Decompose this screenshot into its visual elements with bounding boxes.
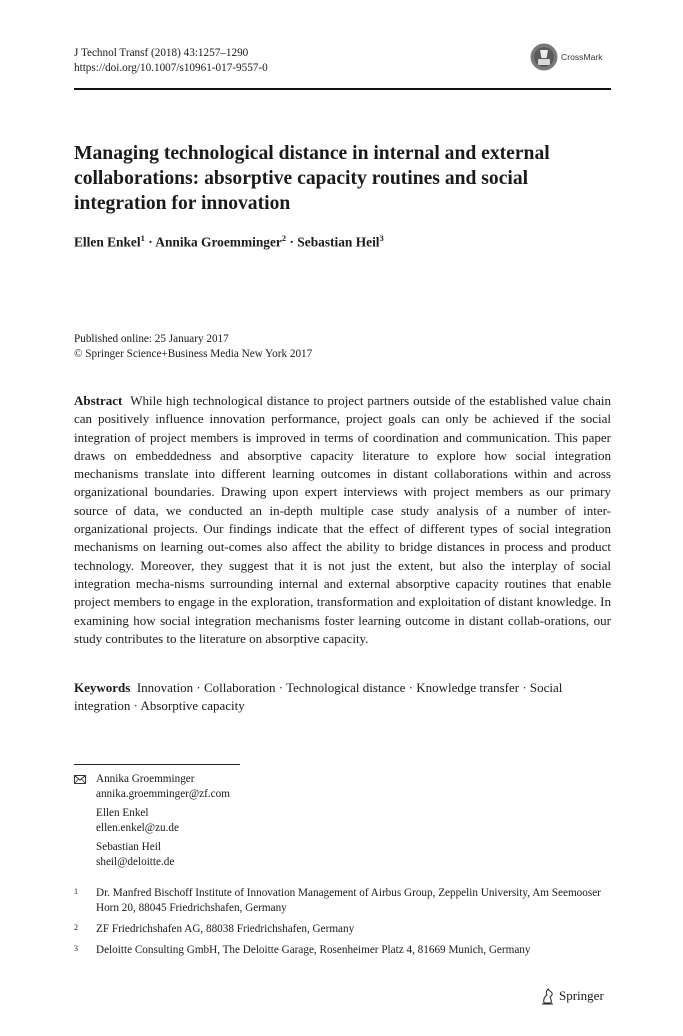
- journal-header: [74, 46, 268, 76]
- author-affil-ref: 2: [281, 233, 287, 243]
- author-separator: ·: [286, 234, 298, 250]
- affiliation-number: 3: [74, 944, 78, 953]
- contact-list: [74, 772, 230, 875]
- affiliation-item: [74, 943, 611, 958]
- crossmark-label: CrossMark: [561, 52, 603, 62]
- affiliation-text: ZF Friedrichshafen AG, 88038 Friedrichshafen, Germany: [96, 923, 355, 935]
- contact-email[interactable]: ellen.enkel@zu.de: [96, 821, 179, 834]
- abstract-text: While high technological distance to project partners outside of the established value chain can positively influence innovation performance, project goals can only be achieved if the social integration of project members is improved in terms of coordination and communication. This paper draws on embeddedness and absorptive capacity literature to explore how social integration mechanisms translate into different learning outcomes in distant collaborations within and across organizational boundaries. Drawing upon expert interviews with project members as our primary source of data, we conducted an in-depth multiple case study analysis of a number of inter-organizational projects. Our findings indicate that the effect of different types of social integration mechanisms on learning out-comes also affect the ability to bridge distances in process and product technology. Moreover, they suggest that it is not just the extent, but also the interplay of social integration mecha-nisms surrounding internal and external absorptive capacity routines that enable project members to engage in the exploration, transformation and exploitation of distant knowledge. In examining how social integration mechanisms foster learning outcome in distant collab-orations, our study contributes to the literature on absorptive capacity.: [74, 393, 612, 646]
- affiliation-text: Dr. Manfred Bischoff Institute of Innovation Management of Airbus Group, Zeppelin University, Am Seemooser Horn 20, 88045 Friedrichshafen, Germany: [96, 887, 601, 914]
- contact-email[interactable]: sheil@deloitte.de: [96, 855, 175, 868]
- affiliation-number: 2: [74, 923, 78, 932]
- abstract-section: [74, 392, 611, 648]
- envelope-icon: [74, 775, 86, 784]
- author-name[interactable]: Annika Groemminger: [155, 234, 282, 250]
- publication-info: [74, 332, 312, 362]
- contact-entry: [74, 840, 230, 869]
- contact-name: Annika Groemminger: [96, 773, 195, 785]
- corresponding-author: [74, 772, 230, 801]
- abstract-heading: Abstract: [74, 393, 123, 408]
- publisher-name: Springer: [559, 988, 604, 1003]
- author-affil-ref: 3: [379, 233, 384, 243]
- journal-citation: J Technol Transf (2018) 43:1257–1290: [74, 47, 249, 59]
- keywords-section: [74, 679, 611, 716]
- affiliation-list: [74, 886, 611, 964]
- doi-link[interactable]: https://doi.org/10.1007/s10961-017-9557-0: [74, 62, 268, 74]
- footnote-divider: [74, 764, 240, 765]
- contact-name: Sebastian Heil: [96, 841, 161, 854]
- affiliation-item: [74, 922, 611, 937]
- author-affil-ref: 1: [140, 233, 145, 243]
- author-separator: ·: [144, 234, 156, 250]
- author-name[interactable]: Ellen Enkel: [74, 234, 141, 250]
- keywords-heading: Keywords: [74, 680, 131, 695]
- header-divider: [74, 88, 611, 90]
- affiliation-number: 1: [74, 887, 78, 896]
- contact-entry: [74, 806, 230, 835]
- copyright-notice: © Springer Science+Business Media New York 2017: [74, 348, 313, 360]
- springer-horse-icon: [540, 987, 556, 1005]
- keywords-text: Innovation · Collaboration · Technological distance · Knowledge transfer · Social integration · Absorptive capacity: [74, 680, 563, 714]
- author-list: [74, 233, 384, 250]
- crossmark-icon: [530, 43, 558, 71]
- article-page: [74, 0, 611, 1036]
- affiliation-text: Deloitte Consulting GmbH, The Deloitte Garage, Rosenheimer Platz 4, 81669 Munich, Germany: [96, 944, 531, 956]
- contact-name: Ellen Enkel: [96, 807, 149, 820]
- publisher-logo: [540, 987, 604, 1005]
- crossmark-badge[interactable]: [530, 43, 603, 71]
- author-name[interactable]: Sebastian Heil: [297, 234, 380, 250]
- article-title: Managing technological distance in internal and external collaborations: absorptive capacity routines and social integration for innovation: [74, 143, 550, 214]
- affiliation-item: [74, 886, 611, 916]
- contact-email[interactable]: annika.groemminger@zf.com: [96, 787, 230, 800]
- published-date: Published online: 25 January 2017: [74, 333, 229, 345]
